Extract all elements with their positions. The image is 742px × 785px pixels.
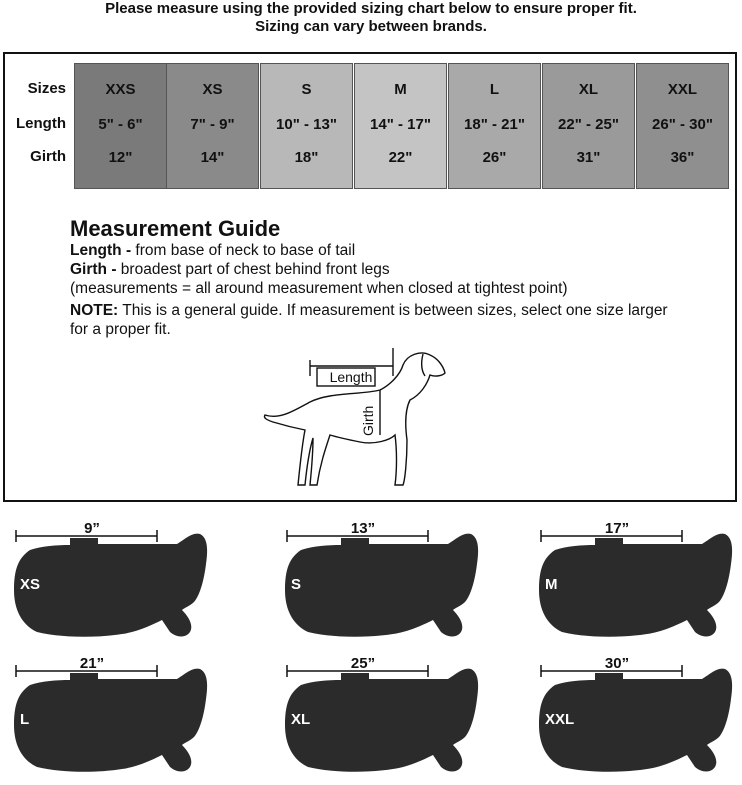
size-cell: L	[489, 81, 500, 98]
size-cell: S	[301, 81, 312, 98]
coat-silhouette-icon	[12, 520, 212, 645]
coat-dimension-label: 30”	[604, 655, 630, 672]
row-label-sizes: Sizes	[27, 80, 66, 97]
girth-cell: 22"	[388, 149, 413, 166]
coat-silhouette-icon	[537, 520, 737, 645]
girth-diagram-label: Girth	[360, 405, 376, 436]
coat-s	[283, 520, 483, 640]
girth-cell: 36"	[670, 149, 695, 166]
girth-cell: 12"	[108, 149, 133, 166]
coat-xl	[283, 655, 483, 775]
guide-girth-term: Girth -	[70, 261, 117, 278]
guide-girth-line	[70, 260, 690, 279]
coat-size-label: S	[291, 576, 302, 593]
guide-note-line	[70, 301, 670, 339]
length-cell: 26" - 30"	[652, 116, 713, 133]
coat-size-label: XS	[20, 576, 41, 593]
guide-note-text: This is a general guide. If measurement is between sizes, select one size larger for a proper fit.	[70, 302, 668, 338]
size-column-xxs	[74, 63, 167, 189]
girth-cell: 14"	[200, 149, 225, 166]
instructions-line-1: Please measure using the provided sizing chart below to ensure proper fit.	[105, 0, 637, 17]
size-cell: XL	[578, 81, 599, 98]
length-cell: 10" - 13"	[276, 116, 337, 133]
guide-note-term: NOTE:	[70, 302, 119, 319]
guide-length-text: from base of neck to base of tail	[131, 242, 356, 259]
coat-silhouette-icon	[12, 655, 212, 780]
coat-xs	[12, 520, 212, 640]
coat-m	[537, 520, 737, 640]
dog-diagram	[255, 340, 455, 500]
size-column-l	[448, 63, 541, 189]
coat-dimension-label: 25”	[350, 655, 376, 672]
girth-cell: 18"	[294, 149, 319, 166]
row-label-girth: Girth	[30, 148, 66, 165]
length-cell: 22" - 25"	[558, 116, 619, 133]
row-label-length: Length	[16, 115, 66, 132]
coat-dimension-label: 13”	[350, 520, 376, 537]
guide-length-line	[70, 241, 690, 260]
coat-dimension-label: 9”	[84, 520, 100, 537]
coat-silhouette-icon	[283, 520, 483, 645]
size-column-m	[354, 63, 447, 189]
measurement-guide	[70, 217, 690, 339]
coat-dimension-label: 21”	[79, 655, 105, 672]
instructions-header	[0, 0, 742, 36]
size-cell: XXS	[105, 81, 136, 98]
length-cell: 18" - 21"	[464, 116, 525, 133]
length-diagram-label: Length	[329, 369, 373, 385]
coat-size-label: M	[545, 576, 558, 593]
coat-size-label: XL	[291, 711, 311, 728]
guide-girth-text: broadest part of chest behind front legs	[116, 261, 390, 278]
size-cell: M	[394, 81, 407, 98]
coat-size-label: XXL	[545, 711, 575, 728]
coat-dimension-label: 17”	[604, 520, 630, 537]
girth-cell: 26"	[482, 149, 507, 166]
coat-silhouette-icon	[283, 655, 483, 780]
guide-measure-note: (measurements = all around measurement when closed at tightest point)	[70, 280, 568, 297]
coat-l	[12, 655, 212, 775]
guide-length-term: Length -	[70, 242, 132, 259]
length-cell: 7" - 9"	[190, 116, 235, 133]
guide-title: Measurement Guide	[70, 216, 281, 241]
girth-cell: 31"	[576, 149, 601, 166]
size-cell: XXL	[667, 81, 698, 98]
size-column-xl	[542, 63, 635, 189]
coat-xxl	[537, 655, 737, 775]
size-column-xs	[166, 63, 259, 189]
coat-size-label: L	[20, 711, 30, 728]
instructions-line-2: Sizing can vary between brands.	[255, 18, 487, 35]
size-column-xxl	[636, 63, 729, 189]
dog-outline-icon	[255, 340, 455, 500]
size-column-s	[260, 63, 353, 189]
length-cell: 14" - 17"	[370, 116, 431, 133]
size-cell: XS	[202, 81, 223, 98]
length-cell: 5" - 6"	[98, 116, 143, 133]
